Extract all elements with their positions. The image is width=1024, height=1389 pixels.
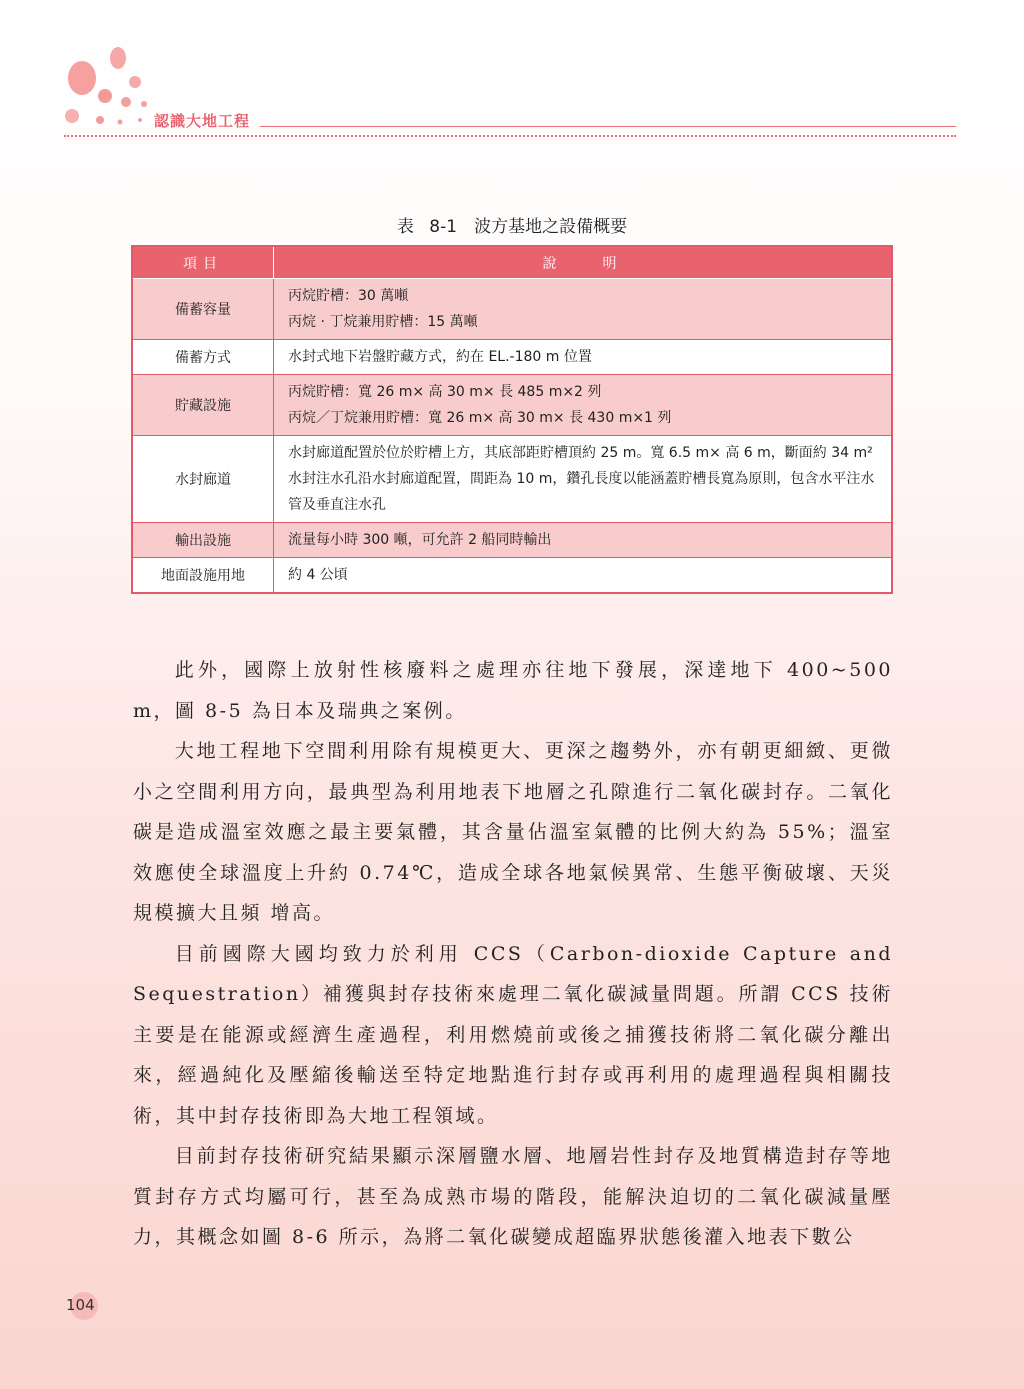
row-description (274, 523, 893, 558)
column-header-description: 說 明 (274, 246, 893, 279)
row-description (274, 279, 893, 340)
table-caption: 表 8-1 波方基地之設備概要 (396, 217, 628, 237)
page-number-text: 104 (66, 1296, 95, 1314)
table-row (132, 375, 892, 436)
facility-spec-table (131, 245, 893, 594)
description-line: 丙烷貯槽：30 萬噸 (288, 288, 409, 304)
paragraph: 目前國際大國均致力於利用 CCS（Carbon-dioxide Capture and Sequestration）補獲與封存技術來處理二氧化碳減量問題。所謂 CCS 技術主要是在能源或經濟生產過程，利用燃燒前或後之捕獲技術將二氧化碳分離出來，經過純化及壓縮後輸送至特定地點進行封存或再利用的處理過程與相關技術，其中封存技術即為大地工程領域。 (133, 942, 893, 1127)
header-dotted-divider (64, 135, 956, 137)
description-line: 丙烷／丁烷兼用貯槽：寬 26 m× 高 30 m× 長 430 m×1 列 (288, 410, 672, 426)
table-row (132, 558, 892, 594)
row-label: 貯藏設施 (132, 375, 274, 436)
paragraph: 此外，國際上放射性核廢料之處理亦往地下發展，深達地下 400~500 m，圖 8-5 為日本及瑞典之案例。 (133, 659, 893, 722)
row-label: 輸出設施 (132, 523, 274, 558)
page-number (66, 1292, 98, 1320)
row-description (274, 436, 893, 523)
paragraph: 目前封存技術研究結果顯示深層鹽水層、地層岩性封存及地質構造封存等地質封存方式均屬可行，甚至為成熟市場的階段，能解決迫切的二氧化碳減量壓力，其概念如圖 8-6 所示，為將二氧化碳變成超臨界狀態後灌入地表下數公 (133, 1145, 893, 1248)
description-line: 水封注水孔沿水封廊道配置，間距為 10 m，鑽孔長度以能涵蓋貯槽長寬為原則，包含水平注水管及垂直注水孔 (288, 471, 875, 513)
description-line: 流量每小時 300 噸，可允許 2 船同時輸出 (288, 532, 552, 548)
body-text (133, 650, 893, 1258)
description-line: 水封式地下岩盤貯藏方式，約在 EL.-180 m 位置 (288, 349, 592, 365)
row-description (274, 340, 893, 375)
description-line: 約 4 公頃 (288, 567, 348, 583)
row-label: 地面設施用地 (132, 558, 274, 594)
table-row (132, 523, 892, 558)
decorative-dots-icon (60, 44, 150, 134)
table-row (132, 279, 892, 340)
description-line: 水封廊道配置於位於貯槽上方，其底部距貯槽頂約 25 m。寬 6.5 m× 高 6 m，斷面約 34 m² (288, 445, 873, 461)
table-row (132, 436, 892, 523)
description-line: 丙烷貯槽：寬 26 m× 高 30 m× 長 485 m×2 列 (288, 384, 602, 400)
table-row (132, 340, 892, 375)
row-label: 備蓄容量 (132, 279, 274, 340)
description-line: 丙烷 · 丁烷兼用貯槽：15 萬噸 (288, 314, 478, 330)
row-description (274, 375, 893, 436)
column-header-item: 項目 (132, 246, 274, 279)
row-description (274, 558, 893, 594)
paragraph: 大地工程地下空間利用除有規模更大、更深之趨勢外，亦有朝更細緻、更微小之空間利用方向，最典型為利用地表下地層之孔隙進行二氧化碳封存。二氧化碳是造成溫室效應之最主要氣體，其含量佔溫室氣體的比例大約為 55%；溫室效應使全球溫度上升約 0.74℃，造成全球各地氣候異常、生態平衡破壞、天災規模擴大且頻 增高。 (133, 740, 893, 924)
row-label: 水封廊道 (132, 436, 274, 523)
section-title: 認識大地工程 (154, 112, 251, 130)
row-label: 備蓄方式 (132, 340, 274, 375)
header-rule (260, 126, 956, 127)
